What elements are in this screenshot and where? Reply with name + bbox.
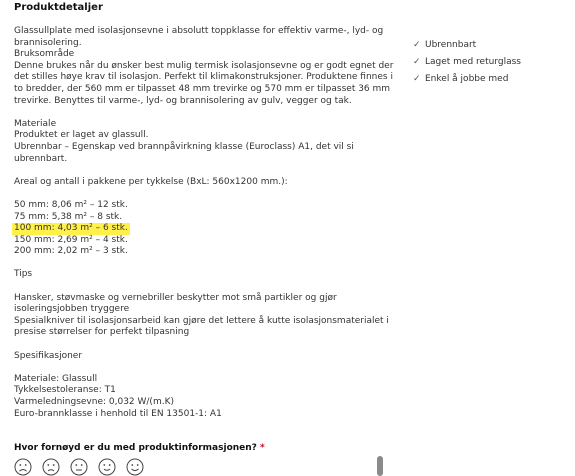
description-text: Hansker, støvmaske og vernebriller beskytter mot små partikler og gjør [14, 292, 337, 303]
check-icon: ✓ [413, 56, 421, 67]
description-line [14, 60, 394, 73]
check-icon: ✓ [413, 73, 421, 84]
description-line [14, 293, 386, 305]
description-text: Tykkelsestoleranse: T1 [14, 385, 116, 396]
blank-line [14, 339, 386, 351]
blank-line [14, 188, 386, 200]
description-line [14, 96, 386, 108]
description-text: trevirke. Benyttes til varme-, lyd- og brannisolering av gulv, vegger og tak. [14, 95, 352, 106]
feature-item [413, 53, 521, 70]
description-line [14, 397, 386, 409]
section-title: Produktdetaljer [14, 2, 103, 13]
description-line [14, 235, 386, 247]
blank-line [14, 165, 386, 177]
rating-faces [14, 458, 144, 476]
highlighted-text: 100 mm: 4,03 m² – 6 stk. [14, 223, 128, 234]
description-line [14, 351, 386, 363]
description-line [14, 200, 386, 212]
description-line [14, 119, 386, 131]
rating-question-text: Hvor fornøyd er du med produktinformasjonen? [14, 443, 257, 453]
description-line [14, 83, 391, 96]
sad-face-icon[interactable] [42, 458, 60, 476]
blank-line [14, 362, 386, 374]
description-text: Euro-brannklasse i henhold til EN 13501-1: A1 [14, 408, 222, 419]
product-description [14, 26, 394, 420]
description-line [14, 154, 386, 166]
description-text: ubrennbart. [14, 153, 68, 164]
description-text: Bruksområde [14, 49, 75, 60]
description-text: Tips [14, 269, 33, 280]
description-text: Areal og antall i pakkene per tykkelse (BxL: 560x1200 mm.): [14, 176, 288, 187]
description-line [14, 26, 386, 38]
description-text: 50 mm: 8,06 m² – 12 stk. [14, 199, 128, 210]
description-line [14, 374, 386, 386]
feature-label: Enkel å jobbe med [425, 73, 509, 84]
description-line [14, 72, 393, 84]
description-line [14, 142, 386, 154]
description-text: 150 mm: 2,69 m² – 4 stk. [14, 234, 128, 245]
neutral-face-icon[interactable] [70, 458, 88, 476]
description-text: 75 mm: 5,38 m² – 8 stk. [14, 211, 123, 222]
feature-list [413, 36, 521, 87]
description-line [14, 304, 386, 316]
description-text: Materiale: Glassull [14, 373, 98, 384]
description-line [14, 130, 386, 142]
description-text: isoleringsjobben tryggere [14, 304, 130, 315]
feature-label: Laget med returglass [425, 56, 521, 67]
blank-line [14, 281, 386, 293]
blank-line [14, 107, 386, 119]
description-text: Glassullplate med isolasjonsevne i absolutt toppklasse for effektiv varme-, lyd- og [14, 26, 384, 36]
description-text: 200 mm: 2,02 m² – 3 stk. [14, 246, 128, 257]
check-icon: ✓ [413, 39, 421, 50]
description-text: Spesialkniver til isolasjonsarbeid kan gjøre det lettere å kutte isolasjonsmaterialet i [14, 315, 389, 326]
description-text: presise størrelser for perfekt tilpasning [14, 327, 190, 338]
description-text: to bredder, der 560 mm er tilpasset 48 mm trevirke og 570 mm er tilpasset 36 mm [14, 83, 391, 94]
scrollbar-thumb[interactable] [377, 456, 383, 476]
description-text: Varmeledningsevne: 0,032 W/(m.K) [14, 397, 174, 407]
description-line [14, 177, 386, 189]
description-line [14, 49, 386, 61]
description-line [14, 409, 386, 421]
feature-item [413, 36, 521, 53]
description-text: Materiale [14, 118, 57, 129]
description-line [14, 327, 386, 339]
blank-line [14, 258, 386, 270]
description-line [14, 385, 386, 397]
description-text: Produktet er laget av glassull. [14, 130, 149, 141]
very-sad-face-icon[interactable] [14, 458, 32, 476]
description-text: brannisolering. [14, 37, 82, 48]
required-marker: * [260, 443, 265, 453]
description-text: Ubrennbar – Egenskap ved brannpåvirkning klasse (Euroclass) A1, det vil si [14, 141, 354, 152]
description-line [14, 223, 386, 235]
rating-question [14, 443, 265, 453]
description-text: Spesifikasjoner [14, 350, 83, 361]
description-line [14, 269, 386, 281]
very-happy-face-icon[interactable] [126, 458, 144, 476]
feature-label: Ubrennbart [425, 39, 477, 50]
description-line [14, 246, 386, 258]
description-line [14, 315, 389, 328]
happy-face-icon[interactable] [98, 458, 116, 476]
description-text: Denne brukes når du ønsker best mulig termisk isolasjonsevne og er godt egnet der [14, 60, 394, 71]
description-line [14, 212, 386, 224]
feature-item [413, 70, 521, 87]
description-text: det stilles høye krav til isolasjon. Perfekt til klimakonstruksjoner. Produktene finnes i [14, 72, 393, 83]
description-line [14, 38, 386, 50]
